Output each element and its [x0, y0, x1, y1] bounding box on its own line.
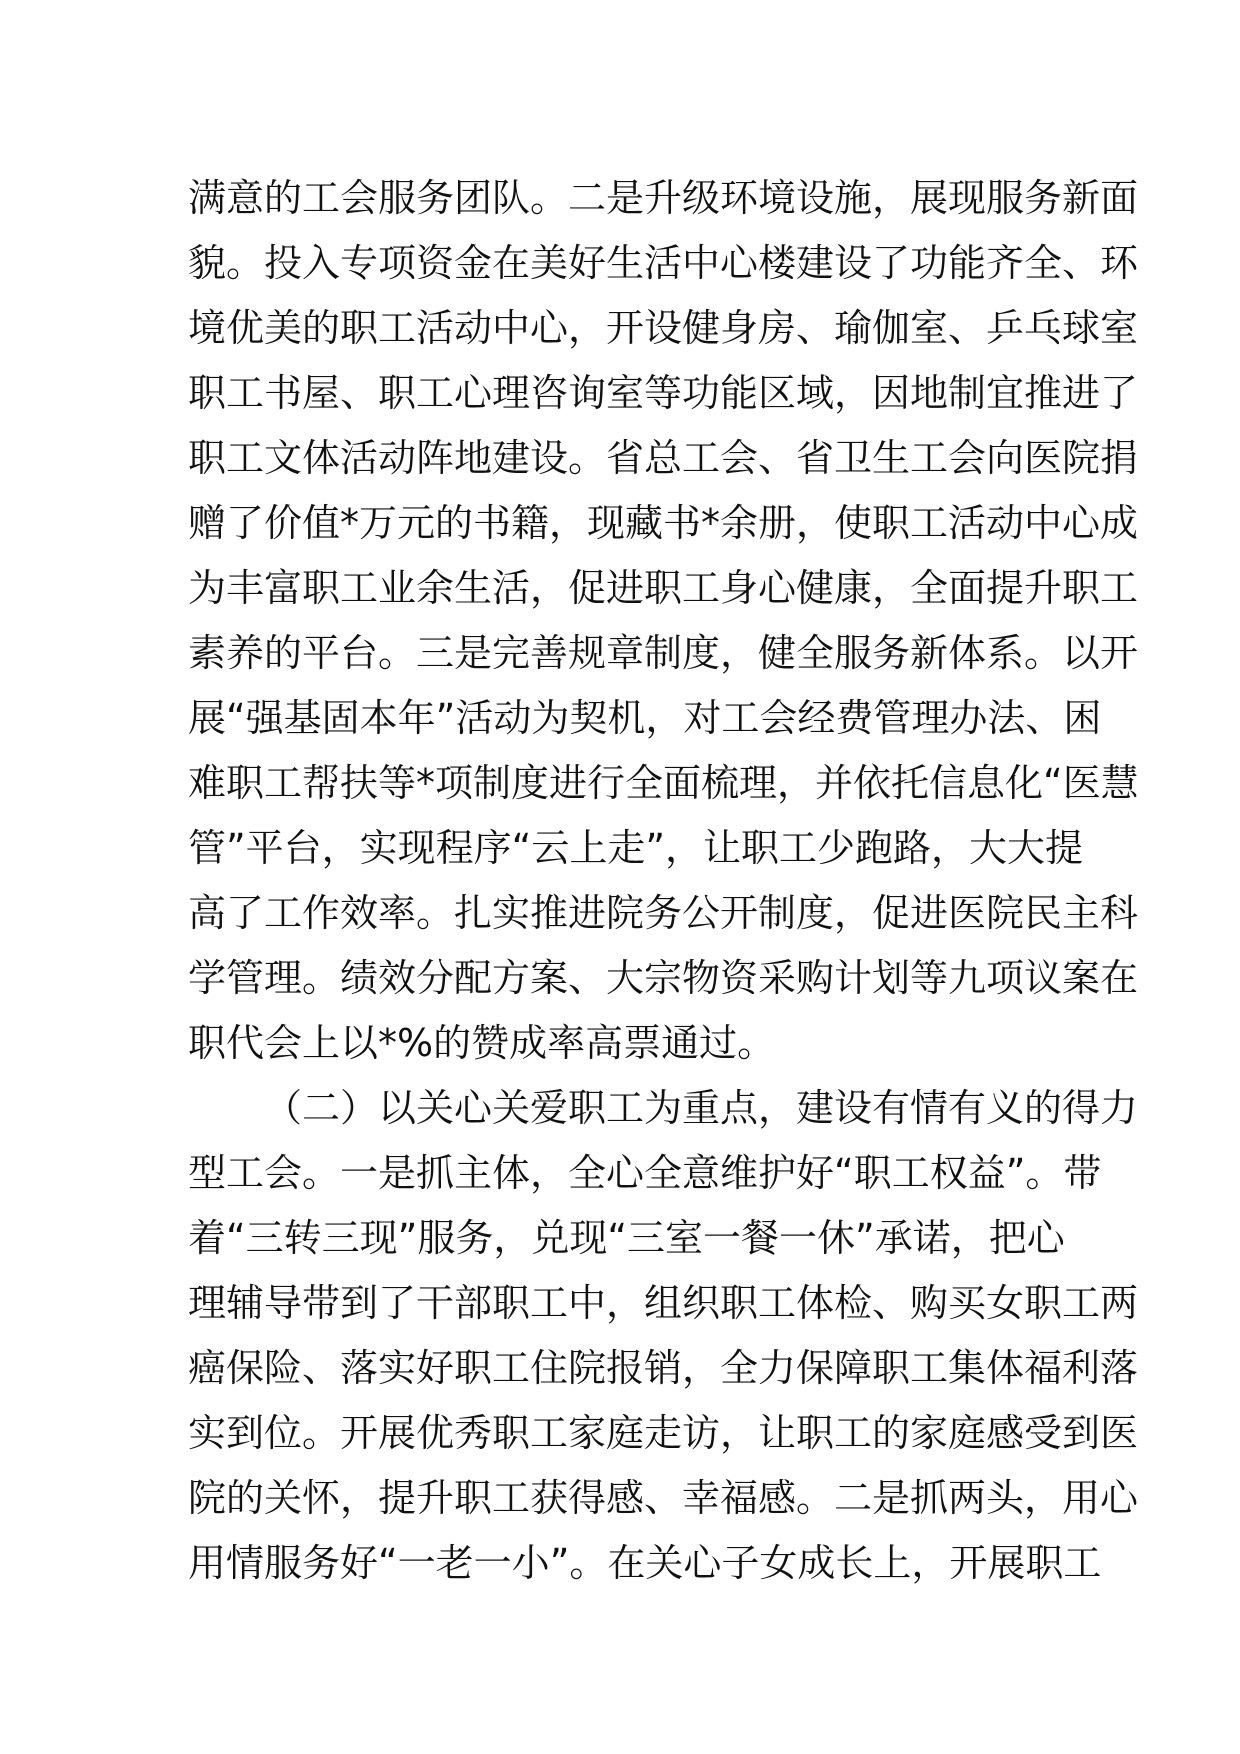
- text-line: 职工文体活动阵地建设。省总工会、省卫生工会向医院捐: [188, 436, 1139, 480]
- text-line: 用情服务好“一老一小”。在关心子女成长上，开展职工: [188, 1541, 1102, 1585]
- text-line: 院的关怀，提升职工获得感、幸福感。二是抓两头，用心: [188, 1476, 1139, 1520]
- text-line: 职工书屋、职工心理咨询室等功能区域，因地制宜推进了: [188, 371, 1139, 415]
- text-line: 管”平台，实现程序“云上走”，让职工少跑路，大大提: [188, 826, 1084, 870]
- text-line: 展“强基固本年”活动为契机，对工会经费管理办法、困: [188, 696, 1102, 740]
- text-line: 素养的平台。三是完善规章制度，健全服务新体系。以开: [188, 631, 1139, 675]
- text-line: 高了工作效率。扎实推进院务公开制度，促进医院民主科: [188, 891, 1139, 935]
- text-line: 境优美的职工活动中心，开设健身房、瑜伽室、乒乓球室: [188, 306, 1139, 350]
- text-line: 学管理。绩效分配方案、大宗物资采购计划等九项议案在: [188, 956, 1139, 1000]
- text-line: 癌保险、落实好职工住院报销，全力保障职工集体福利落: [188, 1346, 1139, 1390]
- text-line: 难职工帮扶等*项制度进行全面梳理，并依托信息化“医慧: [188, 761, 1139, 805]
- text-line: 实到位。开展优秀职工家庭走访，让职工的家庭感受到医: [188, 1411, 1139, 1455]
- text-line: 理辅导带到了干部职工中，组织职工体检、购买女职工两: [188, 1281, 1139, 1325]
- text-line: 貌。投入专项资金在美好生活中心楼建设了功能齐全、环: [188, 241, 1139, 285]
- text-line: 型工会。一是抓主体，全心全意维护好“职工权益”。带: [188, 1151, 1102, 1195]
- text-line: 着“三转三现”服务，兑现“三室一餐一休”承诺，把心: [188, 1216, 1065, 1260]
- paragraph-end-line: 职代会上以*%的赞成率高票通过。: [188, 1021, 776, 1065]
- body-text: [188, 166, 1139, 1596]
- text-line: 满意的工会服务团队。二是升级环境设施，展现服务新面: [188, 176, 1139, 220]
- text-line: 赠了价值*万元的书籍，现藏书*余册，使职工活动中心成: [188, 501, 1139, 545]
- section-heading-line: （二）以关心关爱职工为重点，建设有情有义的得力: [264, 1086, 1139, 1130]
- text-line: 为丰富职工业余生活，促进职工身心健康，全面提升职工: [188, 566, 1139, 610]
